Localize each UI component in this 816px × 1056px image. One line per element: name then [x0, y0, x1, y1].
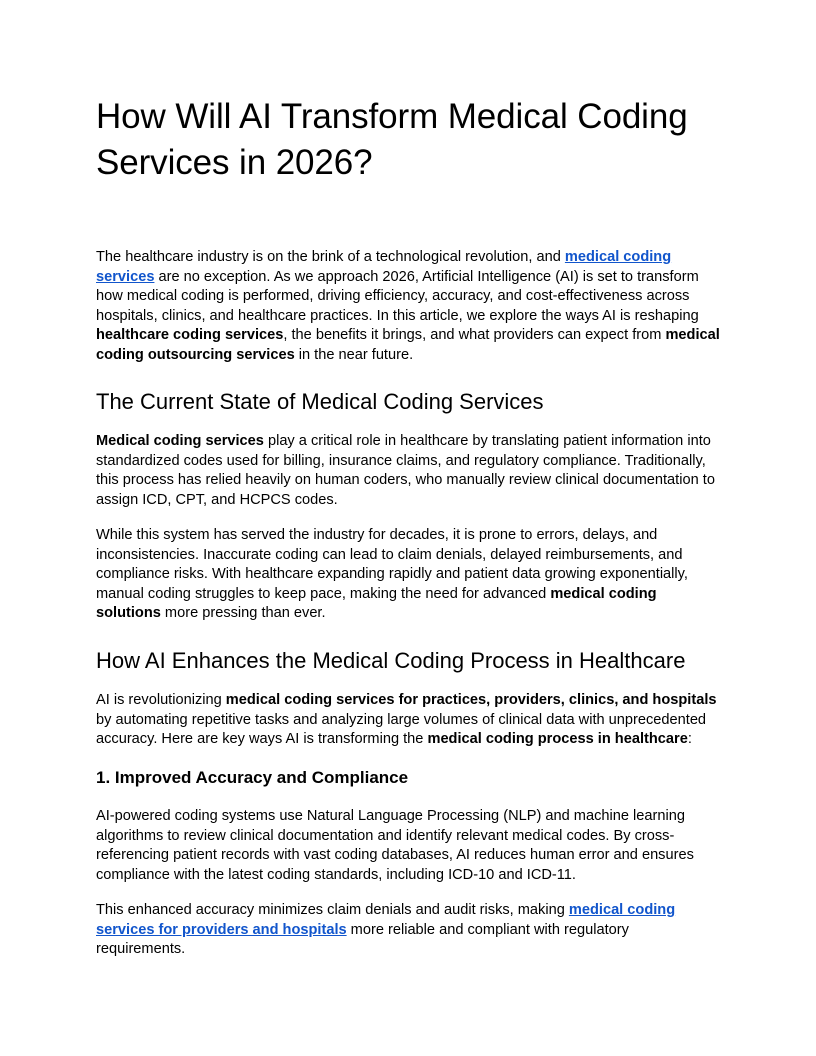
page-title: How Will AI Transform Medical Coding Services in 2026? — [96, 97, 688, 182]
current-state-bold-1: Medical coding services — [96, 433, 264, 449]
medical-coding-providers-hospitals-link[interactable]: medical coding services for providers and hospitals — [96, 902, 676, 938]
ai-enhances-text-1: AI is revolutionizing — [96, 692, 226, 708]
current-state-paragraph-2 — [96, 526, 722, 624]
subsection-heading-accuracy: 1. Improved Accuracy and Compliance — [96, 768, 409, 787]
ai-enhances-bold-1: medical coding services for practices, providers, clinics, and hospitals — [225, 692, 717, 708]
ai-enhances-text-2: by automating repetitive tasks and analyzing large volumes of clinical data with unprecedented accuracy. Here are key ways AI is transforming the — [96, 711, 707, 747]
accuracy-p2-text-2: more reliable and compliant with regulatory requirements. — [96, 921, 629, 957]
ai-enhances-paragraph — [96, 691, 722, 750]
intro-text-3: , the benefits it brings, and what providers can expect from — [283, 327, 666, 343]
intro-bold-2: medical coding outsourcing services — [96, 327, 720, 363]
medical-coding-services-link[interactable]: medical coding services — [96, 249, 672, 285]
ai-enhances-bold-2: medical coding process in healthcare — [427, 731, 688, 747]
accuracy-p2-text-1: This enhanced accuracy minimizes claim denials and audit risks, making — [96, 902, 569, 918]
intro-text-1: The healthcare industry is on the brink of a technological revolution, and — [96, 249, 565, 265]
intro-text-2: are no exception. As we approach 2026, Artificial Intelligence (AI) is set to transform how medical coding is performed, driving efficiency, accuracy, and cost-effectiveness across hospitals, clinics, and healthcare practices. In this article, we explore the ways AI is reshaping — [96, 268, 699, 324]
accuracy-paragraph-2 — [96, 901, 722, 960]
current-state-p2-text-1: While this system has served the industry for decades, it is prone to errors, delays, and inconsistencies. Inaccurate coding can lead to claim denials, delayed reimbursements, and compliance risks. With healthcare expanding rapidly and patient data growing exponentially, manual coding struggles to keep pace, making the need for advanced — [96, 527, 688, 602]
current-state-text-1: play a critical role in healthcare by translating patient information into standardized codes used for billing, insurance claims, and regulatory compliance. Traditionally, this process has relied heavily on human coders, who manually review clinical documentation to assign ICD, CPT, and HCPCS codes. — [96, 433, 715, 508]
current-state-p2-bold-1: medical coding solutions — [96, 585, 657, 621]
intro-bold-1: healthcare coding services — [96, 327, 284, 343]
ai-enhances-text-3: : — [687, 731, 692, 747]
intro-paragraph — [96, 248, 722, 365]
intro-text-4: in the near future. — [294, 346, 414, 363]
section-heading-current-state: The Current State of Medical Coding Services — [96, 389, 544, 414]
current-state-p2-text-2: more pressing than ever. — [160, 605, 326, 621]
section-heading-ai-enhances: How AI Enhances the Medical Coding Process in Healthcare — [96, 648, 686, 673]
current-state-paragraph-1 — [96, 432, 722, 510]
accuracy-paragraph-1: AI-powered coding systems use Natural Language Processing (NLP) and machine learning algorithms to review clinical documentation and identify relevant medical codes. By cross-referencing patient records with vast coding databases, AI reduces human error and ensures compliance with the latest coding standards, including ICD-10 and ICD-11. — [96, 808, 694, 883]
